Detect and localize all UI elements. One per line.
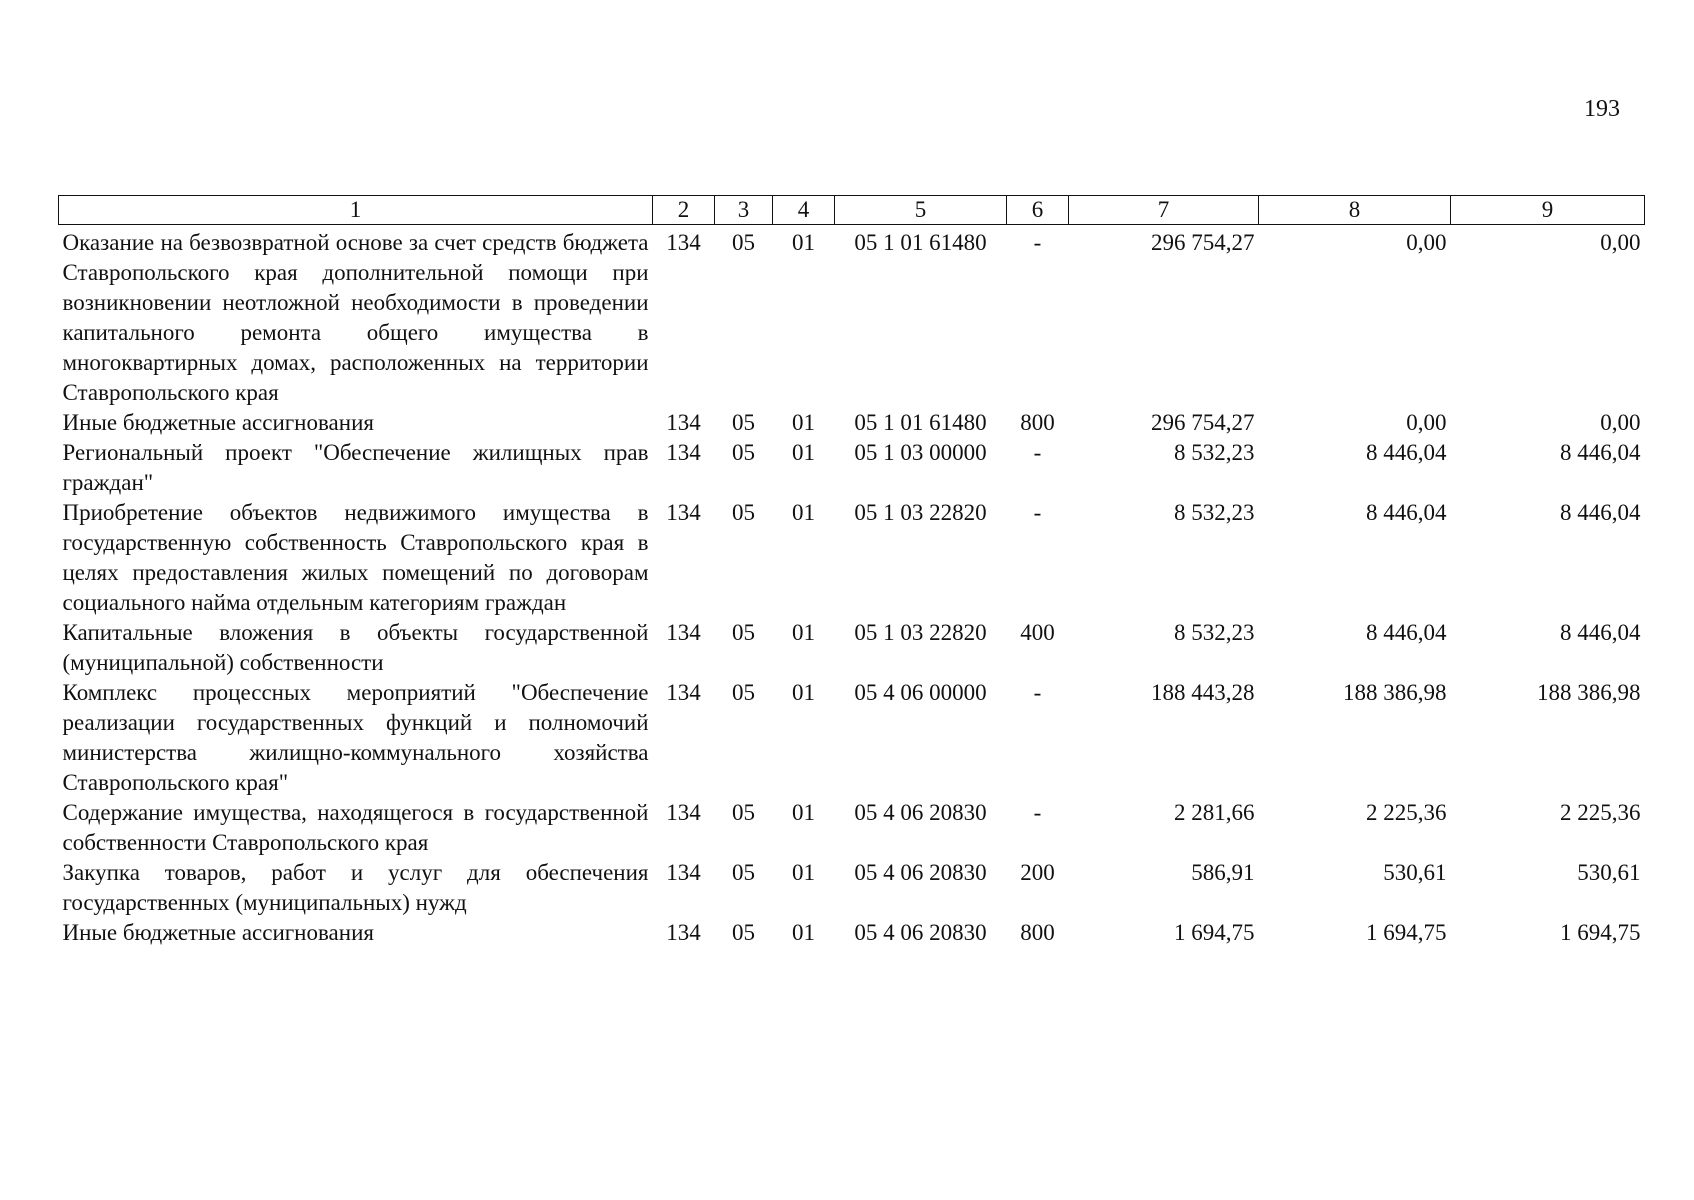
- row-section-code: 05: [732, 440, 755, 465]
- table-row: [59, 438, 1645, 498]
- row-expense-type: -: [1033, 800, 1042, 825]
- row-section-code: 05: [732, 860, 755, 885]
- row-amount-col7: 296 754,27: [1151, 410, 1255, 435]
- table-row: [59, 678, 1645, 798]
- row-ministry-code: 134: [666, 440, 701, 465]
- row-subsection-code: 01: [792, 410, 815, 435]
- row-amount-col8: 8 446,04: [1366, 440, 1447, 465]
- row-ministry-code: 134: [666, 410, 701, 435]
- row-section-code: 05: [732, 500, 755, 525]
- table-row: [59, 225, 1645, 409]
- budget-table: [58, 195, 1645, 948]
- row-ministry-code: 134: [666, 230, 701, 255]
- header-cell-7: 7: [1069, 196, 1259, 225]
- row-amount-col8: 0,00: [1406, 410, 1447, 435]
- row-name: Оказание на безвозвратной основе за счет средств бюджета Ставропольского края дополнительной помощи при возникновении неотложной необходимости в проведении капитального ремонта общего имущества в многоквартирных домах, расположенных на территории Ставропольского края: [62, 230, 649, 405]
- row-expense-type: -: [1033, 500, 1042, 525]
- header-cell-9: 9: [1451, 196, 1645, 225]
- row-ministry-code: 134: [666, 860, 701, 885]
- table-row: [59, 798, 1645, 858]
- header-cell-4: 4: [773, 196, 835, 225]
- row-amount-col8: 8 446,04: [1366, 500, 1447, 525]
- row-amount-col7: 2 281,66: [1174, 800, 1255, 825]
- row-amount-col8: 188 386,98: [1343, 680, 1447, 705]
- header-cell-3: 3: [715, 196, 773, 225]
- row-target-article: 05 4 06 20830: [854, 920, 987, 945]
- row-section-code: 05: [732, 230, 755, 255]
- row-amount-col9: 2 225,36: [1560, 800, 1641, 825]
- row-subsection-code: 01: [792, 920, 815, 945]
- row-amount-col8: 2 225,36: [1366, 800, 1447, 825]
- row-subsection-code: 01: [792, 440, 815, 465]
- row-expense-type: 400: [1020, 620, 1055, 645]
- page-number: 193: [1584, 96, 1620, 122]
- row-subsection-code: 01: [792, 860, 815, 885]
- table-row: [59, 858, 1645, 918]
- row-section-code: 05: [732, 920, 755, 945]
- row-name: Капитальные вложения в объекты государственной (муниципальной) собственности: [62, 620, 649, 675]
- row-target-article: 05 4 06 00000: [854, 680, 987, 705]
- row-expense-type: 200: [1020, 860, 1055, 885]
- row-amount-col9: 188 386,98: [1537, 680, 1641, 705]
- row-target-article: 05 1 03 00000: [854, 440, 987, 465]
- row-subsection-code: 01: [792, 230, 815, 255]
- row-amount-col9: 8 446,04: [1560, 500, 1641, 525]
- row-section-code: 05: [732, 410, 755, 435]
- row-amount-col7: 1 694,75: [1174, 920, 1255, 945]
- row-subsection-code: 01: [792, 800, 815, 825]
- row-amount-col9: 8 446,04: [1560, 620, 1641, 645]
- row-amount-col7: 8 532,23: [1174, 620, 1255, 645]
- header-cell-1: 1: [59, 196, 653, 225]
- row-amount-col8: 0,00: [1406, 230, 1447, 255]
- row-section-code: 05: [732, 680, 755, 705]
- row-name: Региональный проект "Обеспечение жилищных прав граждан": [62, 440, 649, 495]
- row-amount-col9: 530,61: [1577, 860, 1641, 885]
- row-subsection-code: 01: [792, 680, 815, 705]
- row-name: Приобретение объектов недвижимого имущества в государственную собственность Ставропольского края в целях предоставления жилых помещений по договорам социального найма отдельным категориям граждан: [62, 500, 649, 615]
- row-expense-type: -: [1033, 230, 1042, 255]
- row-section-code: 05: [732, 620, 755, 645]
- row-name: Закупка товаров, работ и услуг для обеспечения государственных (муниципальных) нужд: [62, 860, 649, 915]
- row-expense-type: 800: [1020, 410, 1055, 435]
- row-target-article: 05 1 03 22820: [854, 620, 987, 645]
- row-amount-col8: 530,61: [1383, 860, 1447, 885]
- row-name: Иные бюджетные ассигнования: [62, 410, 374, 435]
- header-cell-8: 8: [1259, 196, 1451, 225]
- row-amount-col9: 8 446,04: [1560, 440, 1641, 465]
- header-cell-5: 5: [835, 196, 1007, 225]
- row-ministry-code: 134: [666, 920, 701, 945]
- row-amount-col9: 0,00: [1600, 230, 1641, 255]
- row-target-article: 05 1 01 61480: [854, 230, 987, 255]
- row-expense-type: 800: [1020, 920, 1055, 945]
- row-amount-col7: 296 754,27: [1151, 230, 1255, 255]
- table-header-row: [59, 196, 1645, 225]
- row-amount-col9: 1 694,75: [1560, 920, 1641, 945]
- row-amount-col7: 586,91: [1191, 860, 1255, 885]
- row-amount-col9: 0,00: [1600, 410, 1641, 435]
- row-target-article: 05 1 01 61480: [854, 410, 987, 435]
- row-amount-col7: 188 443,28: [1151, 680, 1255, 705]
- row-subsection-code: 01: [792, 620, 815, 645]
- row-ministry-code: 134: [666, 680, 701, 705]
- row-section-code: 05: [732, 800, 755, 825]
- row-amount-col8: 1 694,75: [1366, 920, 1447, 945]
- row-amount-col7: 8 532,23: [1174, 440, 1255, 465]
- row-target-article: 05 4 06 20830: [854, 800, 987, 825]
- row-target-article: 05 4 06 20830: [854, 860, 987, 885]
- table-row: [59, 918, 1645, 948]
- table-row: [59, 498, 1645, 618]
- row-target-article: 05 1 03 22820: [854, 500, 987, 525]
- row-amount-col7: 8 532,23: [1174, 500, 1255, 525]
- row-name: Содержание имущества, находящегося в государственной собственности Ставропольского края: [62, 800, 649, 855]
- row-ministry-code: 134: [666, 500, 701, 525]
- row-subsection-code: 01: [792, 500, 815, 525]
- table-row: [59, 408, 1645, 438]
- table-row: [59, 618, 1645, 678]
- row-amount-col8: 8 446,04: [1366, 620, 1447, 645]
- row-name: Иные бюджетные ассигнования: [62, 920, 374, 945]
- header-cell-6: 6: [1007, 196, 1069, 225]
- row-expense-type: -: [1033, 680, 1042, 705]
- row-ministry-code: 134: [666, 620, 701, 645]
- row-name: Комплекс процессных мероприятий "Обеспечение реализации государственных функций и полномочий министерства жилищно-коммунального хозяйства Ставропольского края": [62, 680, 649, 795]
- row-expense-type: -: [1033, 440, 1042, 465]
- header-cell-2: 2: [653, 196, 715, 225]
- row-ministry-code: 134: [666, 800, 701, 825]
